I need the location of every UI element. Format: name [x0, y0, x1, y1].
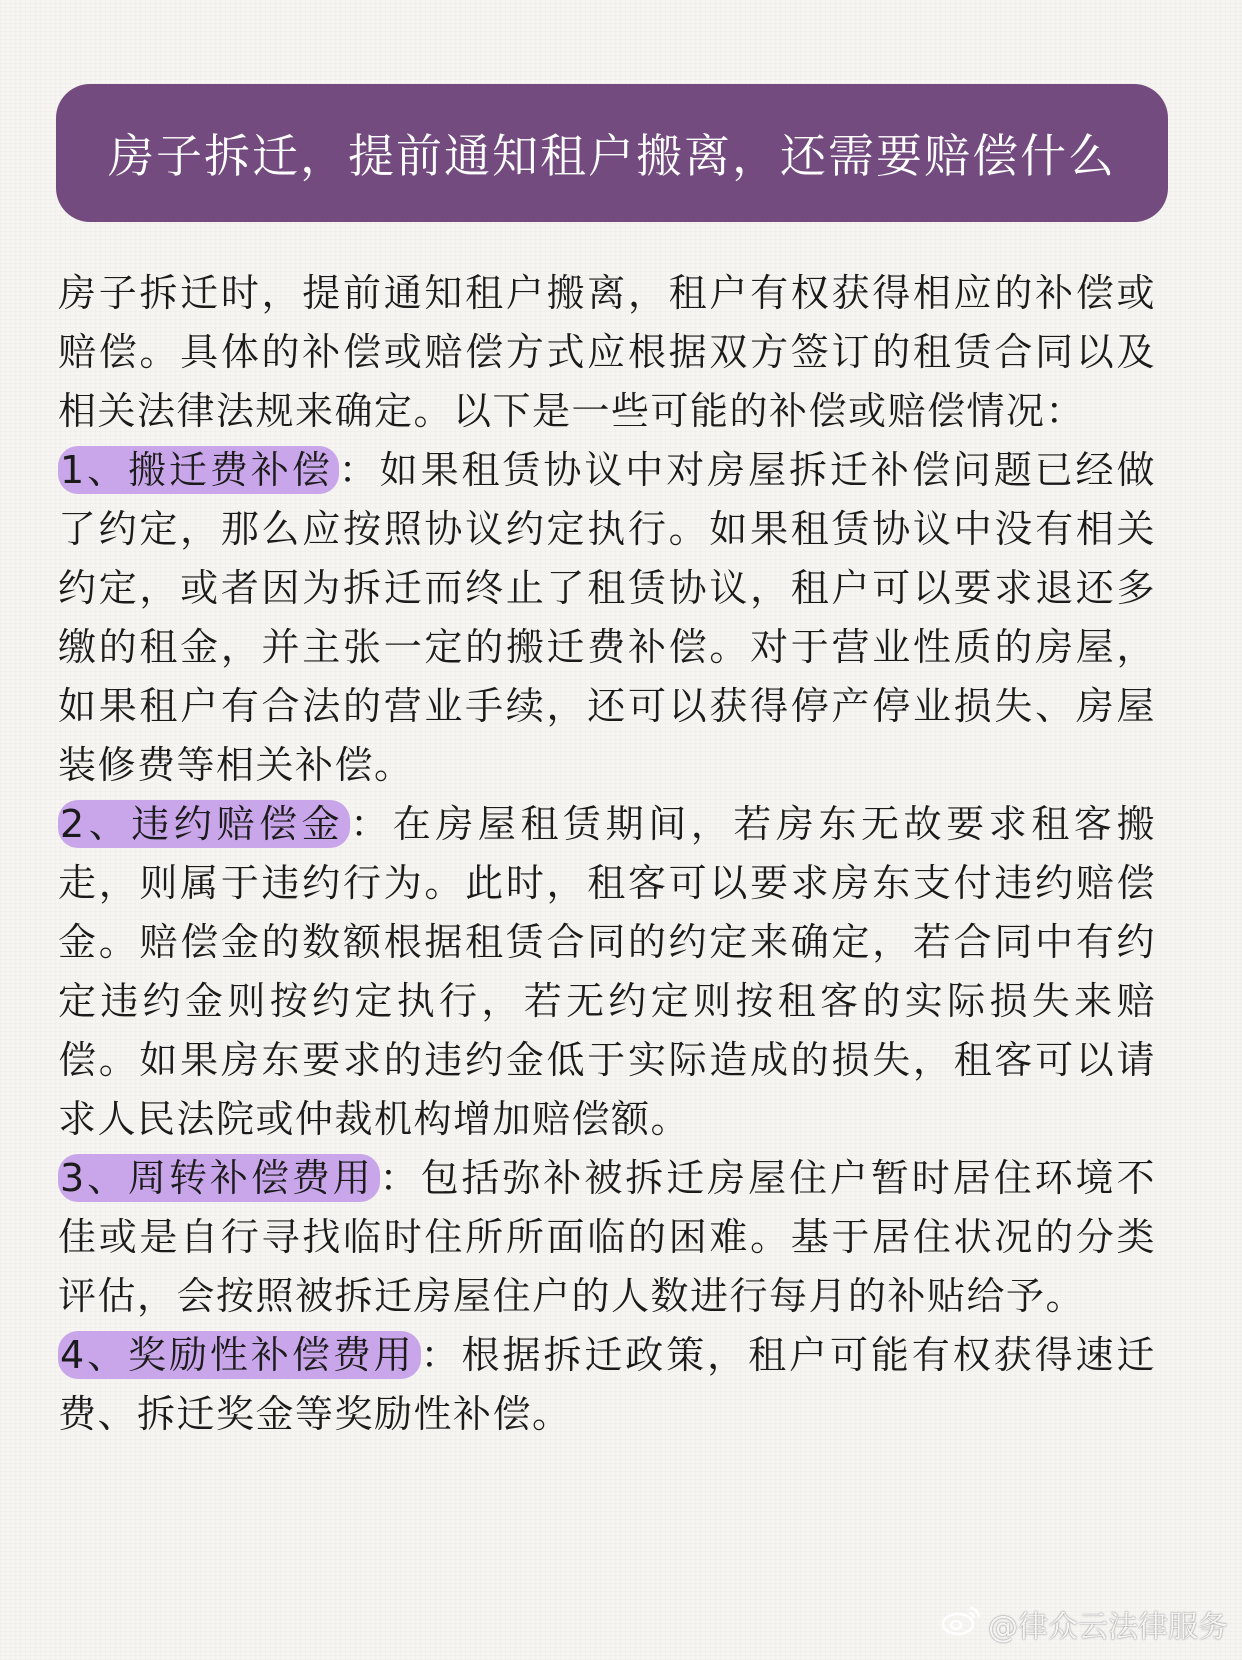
item-body: ：根据拆迁政策，租户可能有权获得速迁费、拆迁奖金等奖励性补偿。 [58, 1333, 1156, 1436]
item-heading: 4、奖励性补偿费用 [58, 1331, 421, 1379]
article-body [58, 264, 1156, 1444]
list-item-incentive-compensation [58, 1326, 1156, 1444]
list-item-transition-compensation [58, 1149, 1156, 1326]
list-item-breach-compensation [58, 795, 1156, 1149]
item-body: ：如果租赁协议中对房屋拆迁补偿问题已经做了约定，那么应按照协议约定执行。如果租赁协议中没有相关约定，或者因为拆迁而终止了租赁协议，租户可以要求退还多缴的租金，并主张一定的搬迁费补偿。对于营业性质的房屋，如果租户有合法的营业手续，还可以获得停产停业损失、房屋装修费等相关补偿。 [58, 448, 1156, 787]
title-banner [56, 84, 1168, 222]
item-heading: 3、周转补偿费用 [58, 1154, 380, 1202]
watermark [940, 1602, 1228, 1646]
watermark-text: @律众云法律服务 [988, 1610, 1228, 1645]
intro-paragraph: 房子拆迁时，提前通知租户搬离，租户有权获得相应的补偿或赔偿。具体的补偿或赔偿方式应根据双方签订的租赁合同以及相关法律法规来确定。以下是一些可能的补偿或赔偿情况： [58, 271, 1156, 433]
item-body: ：在房屋租赁期间，若房东无故要求租客搬走，则属于违约行为。此时，租客可以要求房东支付违约赔偿金。赔偿金的数额根据租赁合同的约定来确定，若合同中有约定违约金则按约定执行，若无约定则按租客的实际损失来赔偿。如果房东要求的违约金低于实际造成的损失，租客可以请求人民法院或仲裁机构增加赔偿额。 [58, 802, 1156, 1141]
item-body: ：包括弥补被拆迁房屋住户暂时居住环境不佳或是自行寻找临时住所所面临的困难。基于居住状况的分类评估，会按照被拆迁房屋住户的人数进行每月的补贴给予。 [58, 1156, 1156, 1318]
item-heading: 1、搬迁费补偿 [58, 446, 339, 494]
page-title: 房子拆迁，提前通知租户搬离，还需要赔偿什么 [108, 129, 1116, 183]
item-heading: 2、违约赔偿金 [58, 800, 350, 848]
weibo-icon [940, 1602, 984, 1646]
list-item-relocation [58, 441, 1156, 795]
